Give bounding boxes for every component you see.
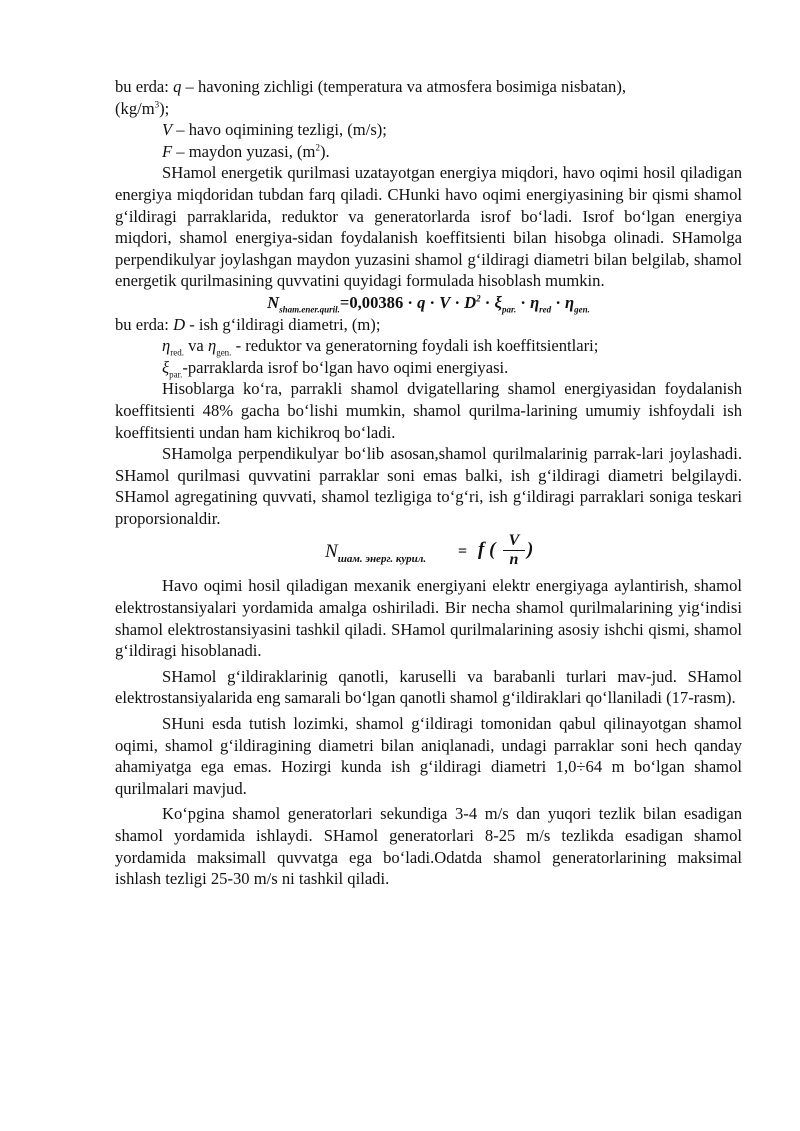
paragraph-definition-xi	[115, 357, 742, 379]
paragraph-diameter: SHuni esda tutish lozimki, shamol g‘ildiragi tomonidan qabul qilinayotgan shamol oqimi, shamol g‘ildiragining diametri bilan aniqlanadi, undagi parraklar soni hech qanday ahamiyatga ega emas. Hozirgi kunda ish g‘ildiragi diametri 1,0÷64 m bo‘lgan shamol qurilmalari mavjud.	[115, 714, 742, 798]
formula-symbol: N	[325, 541, 338, 563]
formula-subscript: red	[539, 304, 552, 315]
paragraph-efficiency: Hisoblarga ko‘ra, parrakli shamol dvigatellaring shamol energiyasidan foydalanish koeffitsienti 48% gacha bo‘lishi mumkin, shamol qurilma-larining umumiy ishfoydali ish koeffitsienti undan ham kichikroq bo‘ladi.	[115, 379, 742, 442]
formula-superscript: 2	[476, 293, 481, 304]
document-page	[115, 76, 742, 890]
formula-symbol: η	[530, 292, 540, 312]
formula-fraction	[503, 533, 525, 568]
paragraph-generators: Ko‘pgina shamol generatorlari sekundiga 3-4 m/s dan yuqori tezlik bilan esadigan shamol yordamida ishlaydi. SHamol generatorlari 8-25 m/s tezlikda esadigan shamol yordamida maksimall quvvatga ega bo‘ladi.Odatda shamol generatorlarining maksimal ishlash tezligi 25-30 m/s ni tashkil qiladi.	[115, 804, 742, 889]
paragraph-wheel-types: SHamol g‘ildiraklarinig qanotli, karuselli va barabanli turlari mav-jud. SHamol elektrostansiyalarida eng samarali bo‘lgan qanotli shamol g‘ildiraklari qo‘llaniladi (17-rasm).	[115, 666, 742, 708]
symbol-f: F	[162, 141, 173, 161]
paragraph-energy-loss: SHamol energetik qurilmasi uzatayotgan energiya miqdori, havo oqimi hosil qiladigan energiya miqdoridan tubdan farq qiladi. CHunki havo oqimi energiyasining bir qismi shamol g‘ildiragi parraklarida, reduktor va generatorlarda isrof bo‘ladi. Isrof bo‘lgan energiya miqdori, shamol energiya-sidan foydalanish koeffitsienti bilan hisobga olinadi. SHamolga perpendikulyar joylashgan maydon yuzasini shamol g‘ildiragi diametri bilan belgilab, shamol energetik qurilmasining quvvatini quyidagi formulada hisoblash mumkin.	[115, 163, 742, 291]
fraction-denominator: n	[509, 551, 519, 569]
paragraph-definition-v	[115, 119, 742, 141]
fraction-numerator: V	[508, 532, 520, 550]
formula-close-paren: )	[527, 539, 534, 561]
formula-subscript: gen.	[574, 304, 590, 315]
text: (kg/m	[115, 98, 155, 118]
text: bu erda:	[115, 77, 174, 96]
formula-subscript: par.	[501, 304, 517, 315]
formula-function: f (	[478, 539, 496, 561]
paragraph-definition-f	[115, 141, 742, 163]
subscript: gen.	[216, 347, 232, 358]
text: - ish g‘ildiragi diametri, (m);	[185, 314, 381, 334]
subscript: par.	[169, 369, 183, 380]
formula-symbol: ξ	[494, 292, 502, 312]
symbol-eta: η	[162, 336, 171, 356]
text: - reduktor va generatorning foydali ish koeffitsientlari;	[231, 336, 599, 356]
text: – maydon yuzasi, (m	[172, 141, 316, 161]
superscript: 2	[315, 142, 320, 153]
symbol-v: V	[162, 120, 173, 140]
formula-symbol: N	[267, 292, 280, 312]
text: va	[183, 336, 208, 356]
formula2-lhs	[325, 541, 427, 566]
paragraph-conversion: Havo oqimi hosil qiladigan mexanik energiyani elektr energiyaga aylantirish, shamol elektrostansiyalari yordamida amalga oshiriladi. Bir necha shamol qurilmalarining yig‘indisi shamol elektrostansiyasini tashkil qiladi. SHamol qurilmalarining asosiy ishchi qismi, shamol g‘ildiragi hisoblanadi.	[115, 576, 742, 661]
formula-operator: ·	[425, 292, 440, 312]
formula-symbol: D	[464, 292, 477, 312]
subscript: red.	[170, 347, 184, 358]
text: bu erda:	[115, 314, 174, 334]
paragraph-definition-eta	[115, 335, 742, 357]
formula-proportional	[115, 533, 742, 569]
formula-operator: ·	[516, 292, 531, 312]
formula-symbol: q	[417, 292, 426, 312]
text: ).	[319, 141, 330, 161]
text: – havoning zichligi (temperatura va atmosfera bosimiga nisbatan),	[181, 77, 627, 96]
formula-operator: ·	[551, 292, 566, 312]
formula-symbol: η	[565, 292, 575, 312]
text: – havo oqimining tezligi, (m/s);	[172, 120, 387, 140]
symbol-eta: η	[207, 336, 217, 356]
formula-power	[115, 292, 742, 314]
paragraph-definitions-q	[115, 76, 742, 119]
superscript: 3	[154, 99, 160, 110]
formula-coefficient: =0,00386 ·	[339, 292, 418, 312]
formula-subscript: sham.ener.quril.	[279, 304, 340, 315]
formula-operator: ·	[480, 292, 495, 312]
paragraph-blades: SHamolga perpendikulyar bo‘lib asosan,shamol qurilmalarinig parrak-lari joylashadi. SHamol qurilmasi quvvatini parraklar soni emas balki, ish g‘ildiragi diametri belgilaydi. SHamol agregatining quvvati, shamol tezligiga to‘g‘ri, ish g‘ildiragi parraklari soniga teskari proporsionaldir.	[115, 444, 742, 528]
formula-operator: ·	[450, 292, 465, 312]
symbol-xi: ξ	[162, 357, 170, 377]
formula-equals: =	[458, 543, 468, 561]
text: -parraklarda isrof bo‘lgan havo oqimi energiyasi.	[182, 357, 509, 377]
formula-subscript: шам. энерг. курил.	[337, 553, 427, 566]
symbol-d: D	[173, 314, 186, 334]
text: );	[159, 98, 170, 118]
formula-symbol: V	[439, 292, 451, 312]
paragraph-definition-d	[115, 314, 742, 336]
symbol-q: q	[173, 77, 182, 96]
